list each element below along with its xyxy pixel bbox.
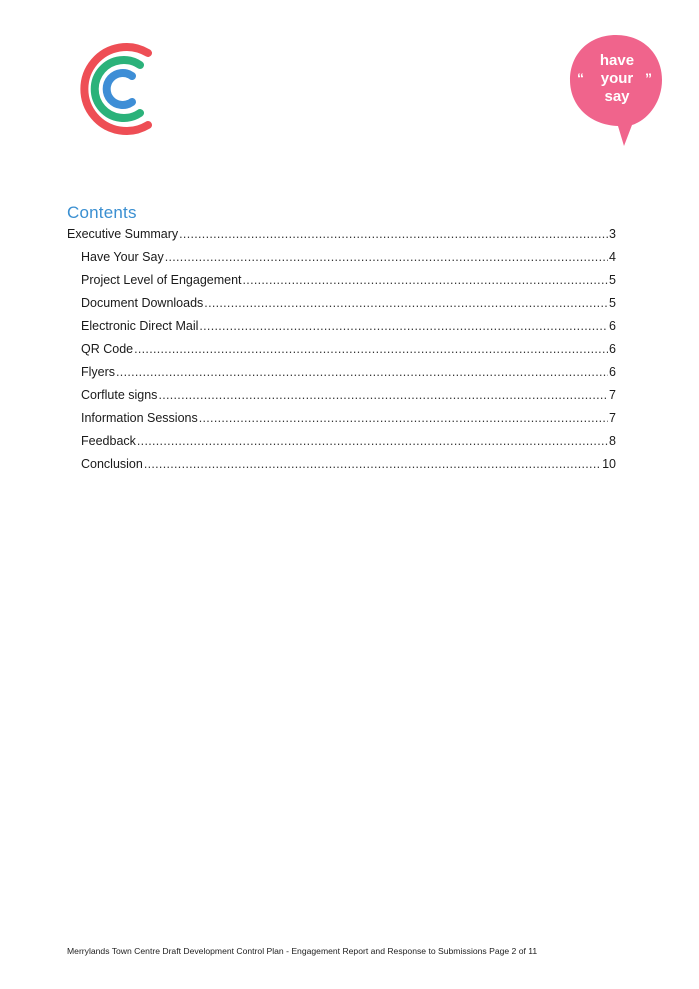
toc-entry-feedback[interactable] [67, 433, 616, 456]
toc-leader-dots [204, 295, 608, 312]
toc-entry-title: Have Your Say [81, 250, 164, 264]
toc-entry-page: 10 [602, 457, 616, 471]
toc-entry-page: 6 [609, 365, 616, 379]
toc-entry-conclusion[interactable] [67, 456, 616, 479]
toc-entry-page: 4 [609, 250, 616, 264]
logo-text-have: have [599, 52, 635, 69]
toc-entry-page: 3 [609, 227, 616, 241]
council-logo [70, 40, 160, 138]
toc-leader-dots [137, 433, 608, 450]
toc-entry-flyers[interactable] [67, 364, 616, 387]
toc-leader-dots [179, 226, 608, 243]
toc-entry-page: 8 [609, 434, 616, 448]
toc-entry-page: 7 [609, 411, 616, 425]
toc-entry-corflute-signs[interactable] [67, 387, 616, 410]
toc-entry-title: Conclusion [81, 457, 143, 471]
have-your-say-logo [566, 32, 666, 148]
toc-leader-dots [165, 249, 608, 266]
toc-entry-information-sessions[interactable] [67, 410, 616, 433]
toc-leader-dots [116, 364, 608, 381]
have-your-say-speech-bubble-icon [566, 32, 666, 148]
toc-entry-page: 5 [609, 273, 616, 287]
toc-entry-title: Information Sessions [81, 411, 198, 425]
toc-heading: Contents [67, 203, 137, 222]
toc-entry-title: Project Level of Engagement [81, 273, 242, 287]
table-of-contents [67, 226, 616, 479]
toc-entry-title: QR Code [81, 342, 134, 356]
toc-entry-document-downloads[interactable] [67, 295, 616, 318]
toc-entry-have-your-say[interactable] [67, 249, 616, 272]
toc-leader-dots [158, 387, 608, 404]
toc-entry-title: Executive Summary [67, 227, 179, 241]
toc-entry-qr-code[interactable] [67, 341, 616, 364]
toc-entry-page: 6 [609, 342, 616, 356]
toc-entry-project-level-of-engagement[interactable] [67, 272, 616, 295]
logo-text-say: say [604, 88, 630, 105]
toc-entry-executive-summary[interactable] [67, 226, 616, 249]
toc-leader-dots [199, 410, 608, 427]
toc-leader-dots [144, 456, 601, 473]
toc-leader-dots [134, 341, 608, 358]
toc-entry-title: Corflute signs [81, 388, 158, 402]
toc-leader-dots [243, 272, 609, 289]
toc-leader-dots [199, 318, 608, 335]
toc-entry-title: Electronic Direct Mail [81, 319, 199, 333]
toc-entry-page: 6 [609, 319, 616, 333]
svg-text:”: ” [645, 70, 652, 86]
logo-text-your: your [600, 70, 634, 87]
toc-entry-title: Flyers [81, 365, 116, 379]
toc-entry-electronic-direct-mail[interactable] [67, 318, 616, 341]
toc-entry-title: Document Downloads [81, 296, 204, 310]
toc-entry-page: 7 [609, 388, 616, 402]
svg-text:“: “ [577, 70, 584, 86]
council-c-logo-icon [70, 40, 160, 138]
toc-entry-title: Feedback [81, 434, 136, 448]
toc-entry-page: 5 [609, 296, 616, 310]
page-footer: Merrylands Town Centre Draft Development Control Plan - Engagement Report and Response to Submissions Page 2 of 11 [67, 946, 538, 956]
